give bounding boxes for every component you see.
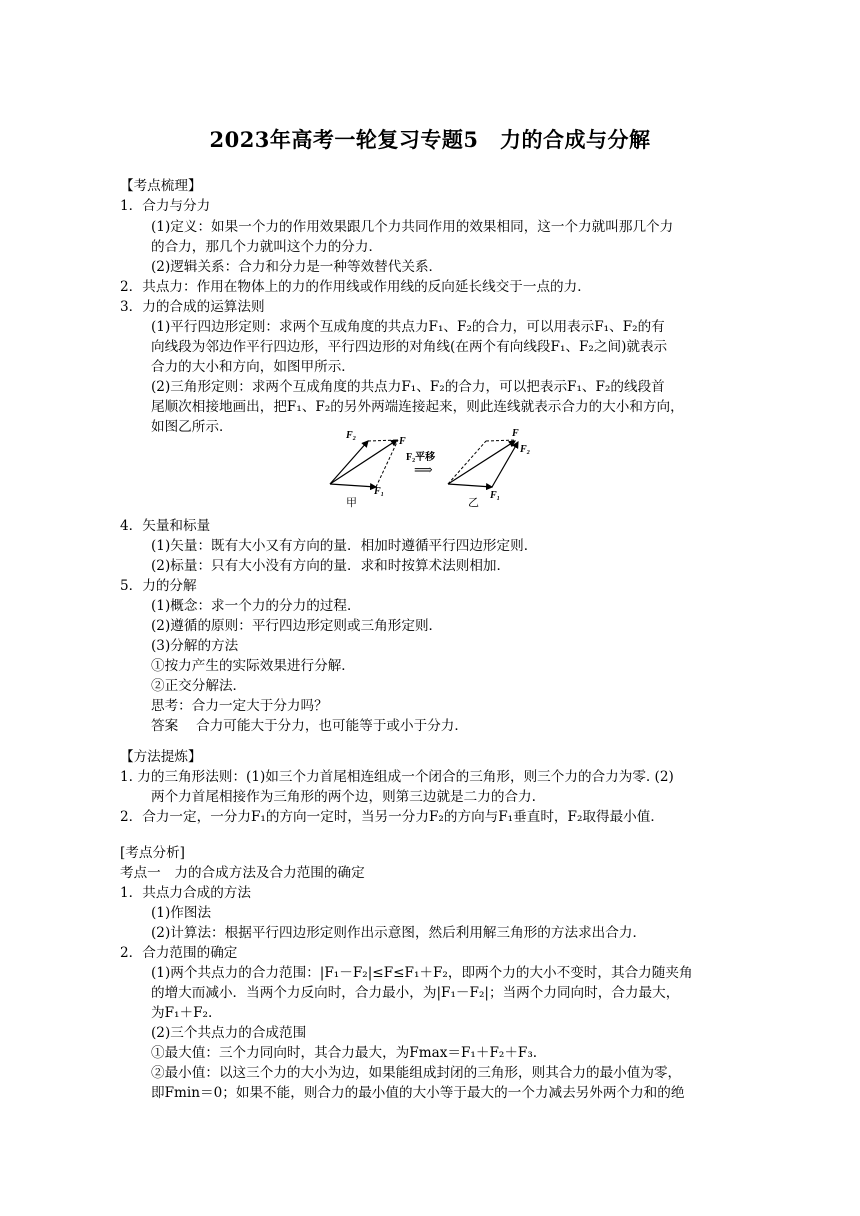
label-jia: 甲 [346,497,357,509]
text-line: 两个力首尾相接作为三角形的两个边，则第三边就是二力的合力. [151,789,536,805]
label-f2: F₂ [346,430,357,441]
text-line: 尾顺次相接地画出，把F₁、F₂的另外两端连接起来，则此连线就表示合力的大小和方向， [151,399,684,415]
text-line: 5．力的分解 [120,578,197,594]
text-line: (1)概念：求一个力的分力的过程． [151,598,361,614]
label-f: F [399,436,406,447]
text-line: (1)两个共点力的合力范围：|F₁－F₂|≤F≤F₁＋F₂，即两个力的大小不变时，其合力随夹角 [151,965,693,981]
text-line: (2)计算法：根据平行四边形定则作出示意图，然后利用解三角形的方法求出合力． [151,925,647,941]
label-f: F [512,428,519,439]
page-title: 2023年高考一轮复习专题5 力的合成与分解 [209,127,651,152]
text-line: 思考：合力一定大于分力吗？ [151,698,328,714]
text-line: ①按力产生的实际效果进行分解． [151,658,355,674]
resultant-vector [448,441,515,484]
f1-vector [330,484,376,487]
text-line: 2．合力一定，一分力F₁的方向一定时，当另一分力F₂的方向与F₁垂直时，F₂取得最小值． [120,809,664,825]
text-line: 1．合力与分力 [120,198,211,214]
force-composition-figure [320,424,540,516]
text-line: 1．共点力合成的方法 [120,885,251,901]
text-line: 考点一 力的合成方法及合力范围的确定 [120,865,365,881]
text-line: 即Fmin＝0；如果不能，则合力的最小值的大小等于最大的一个力减去另外两个力和的绝 [151,1085,685,1101]
text-line: (2)逻辑关系：合力和分力是一种等效替代关系． [151,259,443,275]
text-line: 2．合力范围的确定 [120,945,238,961]
text-line: (1)作图法 [151,905,212,921]
text-line: 的合力，那几个力就叫这个力的分力． [151,239,383,255]
dashed-side [368,440,398,441]
label-f1: F₁ [490,490,501,501]
translate-arrow: ⟹ [414,462,433,477]
text-line: (1)定义：如果一个力的作用效果跟几个力共同作用的效果相同，这一个力就叫那几个力 [151,219,674,235]
text-line: [考点分析] [120,845,185,861]
text-line: 【方法提炼】 [120,749,202,765]
text-line: 【考点梳理】 [120,178,202,194]
label-f2: F₂ [520,444,531,455]
text-line: (2)三个共点力的合成范围 [151,1025,307,1041]
text-line: 2．共点力：作用在物体上的力的作用线或作用线的反向延长线交于一点的力． [120,279,591,295]
label-f1: F₁ [374,486,385,497]
text-line: (1)矢量：既有大小又有方向的量．相加时遵循平行四边形定则． [151,538,538,554]
f1-vector [448,484,492,487]
text-line: 4．矢量和标量 [120,518,211,534]
text-line: 如图乙所示． [151,419,233,435]
text-line: 3．力的合成的运算法则 [120,299,265,315]
text-line: (3)分解的方法 [151,638,239,654]
text-line: (2)标量：只有大小没有方向的量．求和时按算术法则相加． [151,558,511,574]
text-line: 向线段为邻边作平行四边形，平行四边形的对角线(在两个有向线段F₁、F₂之间)就表示 [151,339,668,355]
text-line: 的增大而减小．当两个力反向时，合力最小，为|F₁－F₂|；当两个力同向时，合力最大， [151,985,680,1001]
dashed-side [486,440,516,441]
f2-vector [492,442,518,487]
label-yi: 乙 [468,497,479,509]
text-line: 1. 力的三角形法则：(1)如三个力首尾相连组成一个闭合的三角形，则三个力的合力为零. (2) [120,769,674,785]
text-line: (2)三角形定则：求两个互成角度的共点力F₁、F₂的合力，可以把表示F₁、F₂的线段首 [151,379,665,395]
text-line: (2)遵循的原则：平行四边形定则或三角形定则． [151,618,443,634]
text-line: ②正交分解法． [151,678,247,694]
text-line: ①最大值：三个力同向时，其合力最大，为Fmax＝F₁＋F₂＋F₃. [151,1045,538,1061]
text-line: 合力的大小和方向，如图甲所示． [151,359,355,375]
text-line: 答案 合力可能大于分力，也可能等于或小于分力． [151,718,468,734]
dashed-side [448,441,486,484]
translate-label: F₂平移 [406,452,436,463]
text-line: ②最小值：以这三个力的大小为边，如果能组成封闭的三角形，则其合力的最小值为零， [151,1065,682,1081]
diagram-jia [330,430,406,509]
text-line: 为F₁＋F₂. [151,1005,213,1021]
diagram-yi [448,428,530,509]
text-line: (1)平行四边形定则：求两个互成角度的共点力F₁、F₂的合力，可以用表示F₁、F₂的有 [151,319,665,335]
force-diagram [320,424,540,512]
